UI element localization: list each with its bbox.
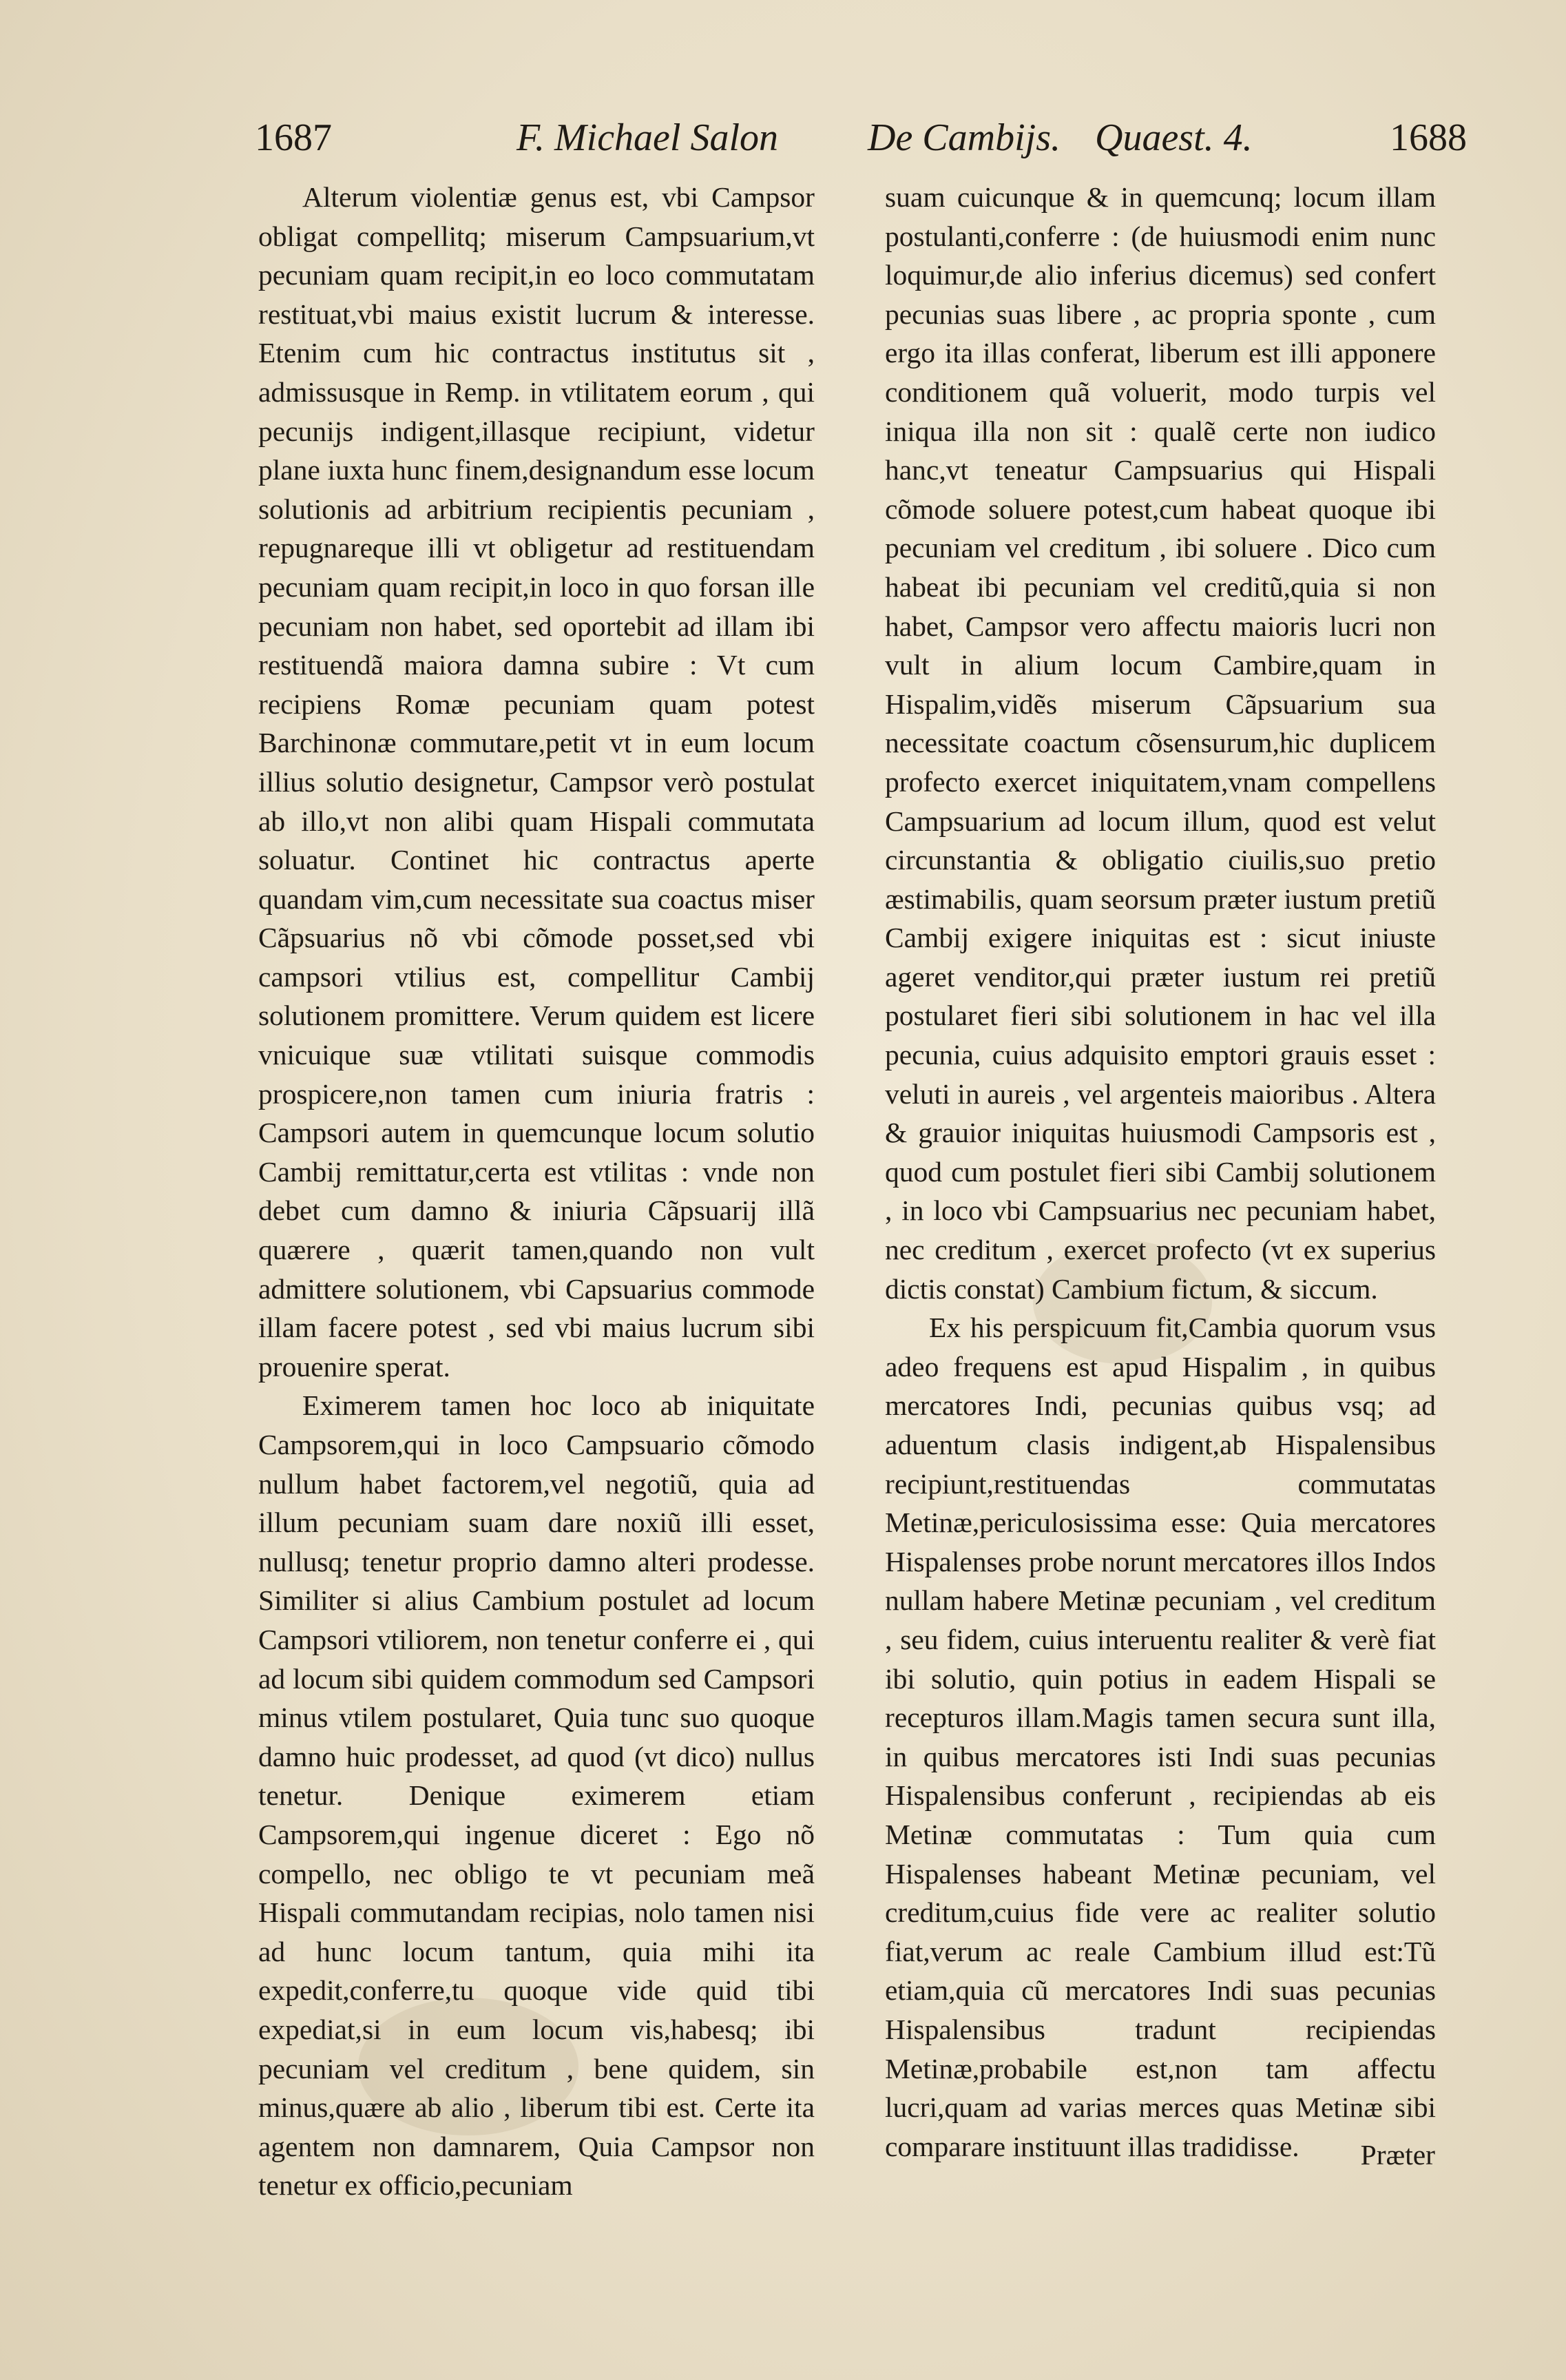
left-text-column: [258, 178, 815, 2202]
right-text-column: [885, 178, 1436, 2175]
page-number-right: 1688: [1390, 116, 1467, 159]
paragraph: Ex his perspicuum fit,Cambia quorum vsus adeo frequens est apud Hispalim , in quibus mercatores Indi, pecunias quibus vsq; ad aduentum clasis indigent,ab Hispalensibus recipiunt,restituendas commutatas Metinæ,periculosissima esse: Quia mercatores Hispalenses probe norunt mercatores illos Indos nullam habere Metinæ pecuniam , vel creditum , seu fidem, cuius interuentu realiter & verè fiat ibi solutio, quin potius in eadem Hispali se recepturos illam.Magis tamen secura sunt illa, in quibus mercatores isti Indi suas pecunias Hispalensibus conferunt , recipiendas ab eis Metinæ commutatas : Tum quia cum Hispalenses habeant Metinæ pecuniam, vel creditum,cuius fide vere ac realiter solutio fiat,verum ac reale Cambium illud est:Tũ etiam,quia cũ mercatores Indi suas pecunias Hispalensibus tradunt recipiendas Metinæ,probabile est,non tam affectu lucri,quam ad varias merces quas Metinæ sibi comparare instituunt illas tradidisse.: [885, 1312, 1436, 2162]
page-number-left: 1687: [255, 116, 332, 159]
question-number: Quaest. 4.: [1095, 116, 1253, 159]
paragraph: Alterum violentiæ genus est, vbi Campsor obligat compellitq; miserum Campsuarium,vt pecuniam quam recipit,in eo loco commutatam restituat,vbi maius existit lucrum & interesse. Etenim cum hic contractus institutus sit , admissusque in Remp. in vtilitatem eorum , qui pecunijs indigent,illasque recipiunt, videtur plane iuxta hunc finem,designandum esse locum solutionis ad arbitrium recipientis pecuniam , repugnareque illi vt obligetur ad restituendam pecuniam quam recipit,in loco in quo forsan ille pecuniam non habet, sed oportebit ad illam ibi restituendã maiora damna subire : Vt cum recipiens Romæ pecuniam quam potest Barchinonæ commutare,petit vt in eum locum illius solutio designetur, Campsor verò postulat ab illo,vt non alibi quam Hispali commutata soluatur. Continet hic contractus aperte quandam vim,cum necessitate sua coactus miser Cãpsuarius nõ vbi cõmode posset,sed vbi campsori vtilius est, compellitur Cambij solutionem promittere. Verum quidem est licere vnicuique suæ vtilitati suisque commodis prospicere,non tamen cum iniuria fratris : Campsori autem in quemcunque locum solutio Cambij remittatur,certa est vtilitas : vnde non debet cum damno & iniuria Cãpsuarij illã quærere , quærit tamen,quando non vult admittere solutionem, vbi Capsuarius commode illam facere potest , sed vbi maius lucrum sibi prouenire sperat.: [258, 181, 815, 1383]
topic-title: De Cambijs.: [868, 116, 1061, 159]
paragraph: Eximerem tamen hoc loco ab iniquitate Campsorem,qui in loco Campsuario cõmodo nullum habet factorem,vel negotiũ, quia ad illum pecuniam suam dare noxiũ illi esset, nullusq; tenetur proprio damno alteri prodesse. Similiter si alius Cambium postulet ad locum Campsori vtiliorem, non tenetur conferre ei , qui ad locum sibi quidem commodum sed Campsori minus vtilem postularet, Quia tunc suo quoque damno huic prodesset, ad quod (vt dico) nullus tenetur. Denique eximerem etiam Campsorem,qui ingenue diceret : Ego nõ compello, nec obligo te vt pecuniam meã Hispali commutandam recipias, nolo tamen nisi ad hunc locum tantum, quia mihi ita expedit,conferre,tu quoque vide quid tibi expediat,si in eum locum vis,habesq; ibi pecuniam vel creditum , bene quidem, sin minus,quære ab alio , liberum tibi est. Certe ita agentem non damnarem, Quia Campsor non tenetur ex officio,pecuniam: [258, 1389, 815, 2202]
running-header: [255, 110, 1467, 165]
catchword: Præter: [1360, 2139, 1435, 2171]
author-name: F. Michael Salon: [516, 116, 779, 159]
paragraph: suam cuicunque & in quemcunq; locum illam postulanti,conferre : (de huiusmodi enim nunc loquimur,de alio inferius dicemus) sed confert pecunias suas libere , ac propria sponte , cum ergo ita illas conferat, liberum est illi apponere conditionem quã voluerit, modo turpis vel iniqua illa non sit : qualẽ certe non iudico hanc,vt teneatur Campsuarius qui Hispali cõmode soluere potest,cum habeat quoque ibi pecuniam vel creditum , ibi soluere . Dico cum habeat ibi pecuniam vel creditũ,quia si non habet, Campsor vero affectu maioris lucri non vult in alium locum Cambire,quam in Hispalim,vidẽs miserum Cãpsuarium sua necessitate coactum cõsensurum,hic duplicem profecto exercet iniquitatem,vnam compellens Campsuarium ad locum illum, quod est velut circunstantia & obligatio ciuilis,suo pretio æstimabilis, quam seorsum præter iustum pretiũ Cambij exigere iniquitas est : sicut iniuste ageret venditor,qui præter iustum rei pretiũ postularet fieri sibi solutionem in hac vel illa pecunia, cuius adquisito emptori grauis esset : veluti in aureis , vel argenteis maioribus . Altera & grauior iniquitas huiusmodi Campsoris est , quod cum postulet fieri sibi Cambij solutionem , in loco vbi Campsuarius nec pecuniam habet, nec creditum , exercet profecto (vt ex superius dictis constat) Cambium fictum, & siccum.: [885, 181, 1436, 1305]
